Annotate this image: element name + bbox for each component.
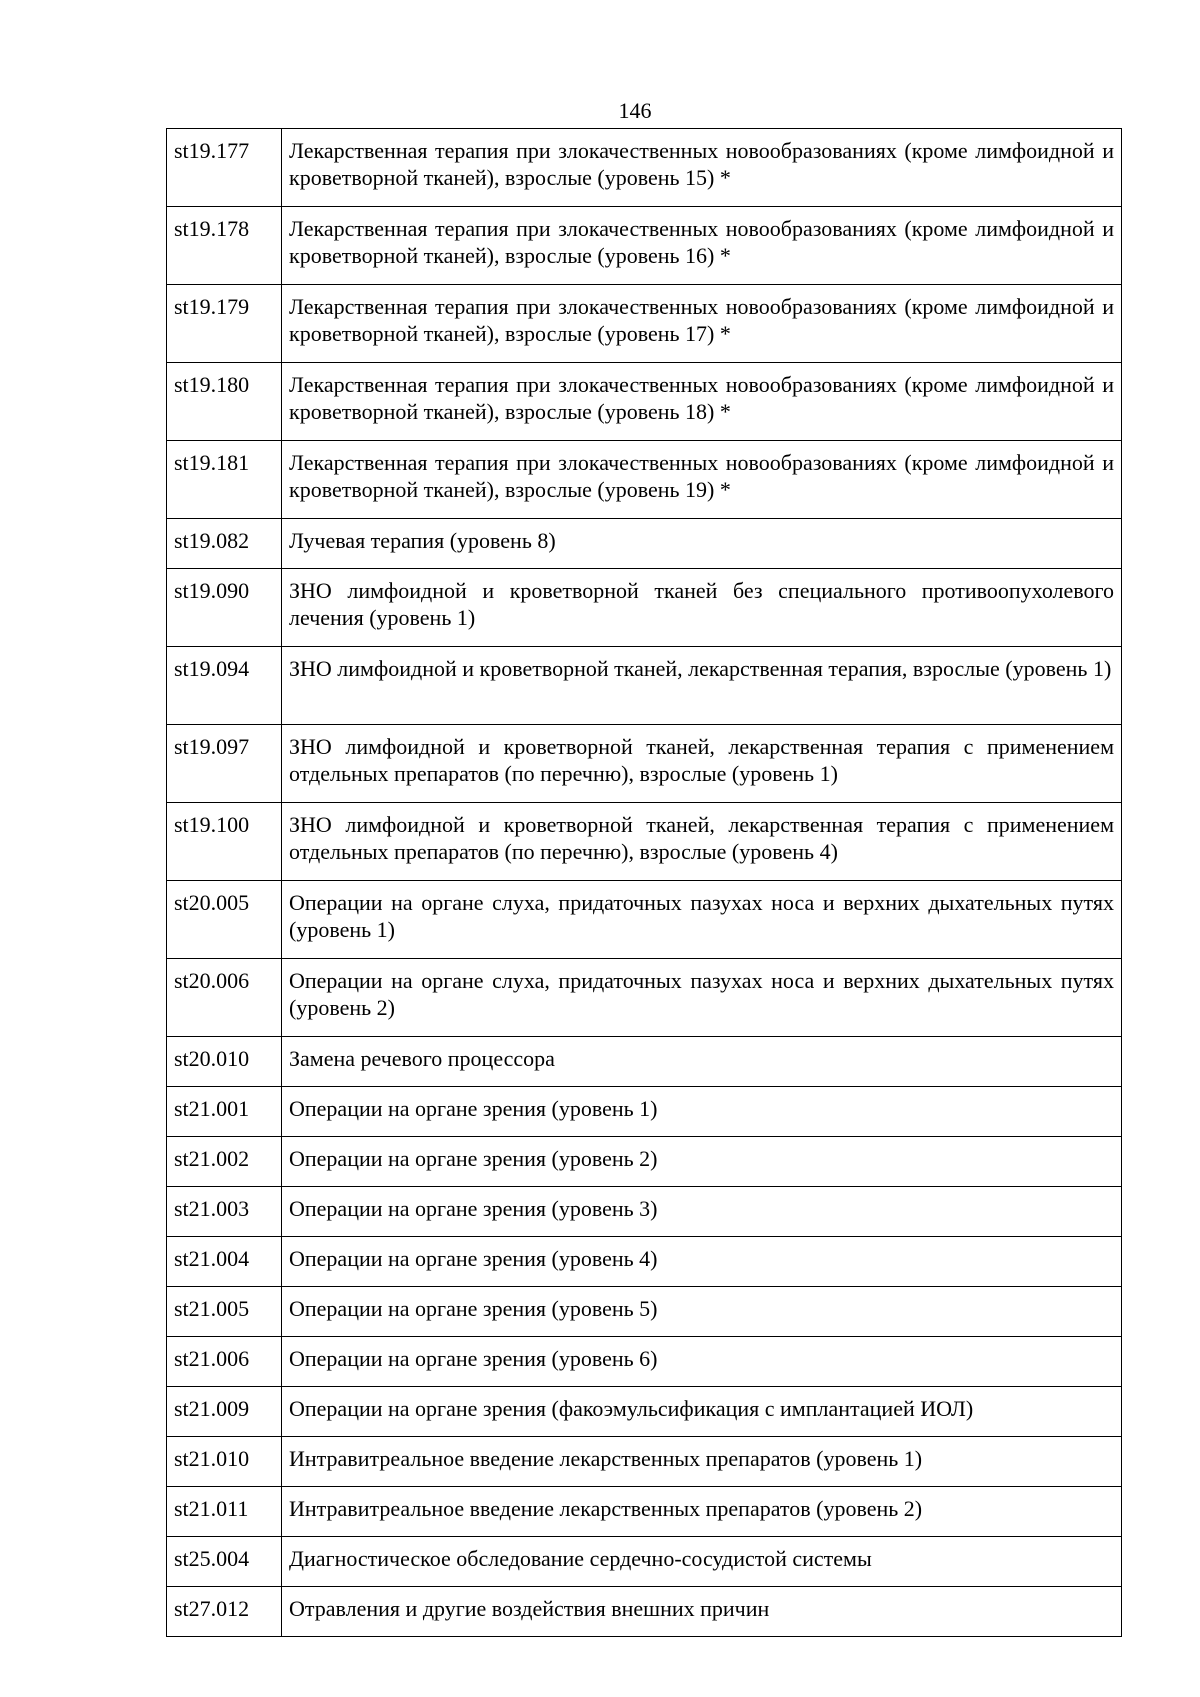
- row-description: Лекарственная терапия при злокачественных новообразованиях (кроме лимфоидной и кроветворной тканей), взрослые (уровень 15) *: [282, 129, 1122, 207]
- table-row: [167, 647, 1122, 725]
- table-row: [167, 725, 1122, 803]
- row-code: st19.179: [167, 285, 282, 363]
- table-row: [167, 1287, 1122, 1337]
- row-description: Лекарственная терапия при злокачественных новообразованиях (кроме лимфоидной и кроветворной тканей), взрослые (уровень 17) *: [282, 285, 1122, 363]
- row-description: ЗНО лимфоидной и кроветворной тканей, лекарственная терапия с применением отдельных препаратов (по перечню), взрослые (уровень 1): [282, 725, 1122, 803]
- row-code: st21.005: [167, 1287, 282, 1337]
- table-row: [167, 1187, 1122, 1237]
- row-description: Операции на органе зрения (уровень 3): [282, 1187, 1122, 1237]
- row-code: st21.001: [167, 1087, 282, 1137]
- table-row: [167, 803, 1122, 881]
- row-description: Интравитреальное введение лекарственных препаратов (уровень 1): [282, 1437, 1122, 1487]
- table-row: [167, 1237, 1122, 1287]
- row-code: st19.082: [167, 519, 282, 569]
- row-code: st21.004: [167, 1237, 282, 1287]
- row-code: st19.177: [167, 129, 282, 207]
- row-code: st19.180: [167, 363, 282, 441]
- row-description: Операции на органе зрения (факоэмульсификация с имплантацией ИОЛ): [282, 1387, 1122, 1437]
- row-description: ЗНО лимфоидной и кроветворной тканей, лекарственная терапия, взрослые (уровень 1): [282, 647, 1122, 725]
- row-code: st19.100: [167, 803, 282, 881]
- table-row: [167, 285, 1122, 363]
- table-row: [167, 1537, 1122, 1587]
- row-code: st19.181: [167, 441, 282, 519]
- row-description: Операции на органе зрения (уровень 6): [282, 1337, 1122, 1387]
- row-description: Замена речевого процессора: [282, 1037, 1122, 1087]
- row-description: Интравитреальное введение лекарственных препаратов (уровень 2): [282, 1487, 1122, 1537]
- table-row: [167, 1487, 1122, 1537]
- row-description: Операции на органе слуха, придаточных пазухах носа и верхних дыхательных путях (уровень 1): [282, 881, 1122, 959]
- ksg-code-table: [166, 128, 1122, 1637]
- table-row: [167, 1137, 1122, 1187]
- table-row: [167, 363, 1122, 441]
- table-row: [167, 959, 1122, 1037]
- table-row: [167, 881, 1122, 959]
- row-description: Операции на органе зрения (уровень 1): [282, 1087, 1122, 1137]
- row-description: Лекарственная терапия при злокачественных новообразованиях (кроме лимфоидной и кроветворной тканей), взрослые (уровень 16) *: [282, 207, 1122, 285]
- row-code: st19.097: [167, 725, 282, 803]
- row-description: ЗНО лимфоидной и кроветворной тканей, лекарственная терапия с применением отдельных препаратов (по перечню), взрослые (уровень 4): [282, 803, 1122, 881]
- row-code: st21.010: [167, 1437, 282, 1487]
- table-row: [167, 1037, 1122, 1087]
- table-row: [167, 1337, 1122, 1387]
- row-code: st25.004: [167, 1537, 282, 1587]
- row-code: st21.011: [167, 1487, 282, 1537]
- row-code: st27.012: [167, 1587, 282, 1637]
- table-row: [167, 207, 1122, 285]
- table-row: [167, 519, 1122, 569]
- table-row: [167, 441, 1122, 519]
- row-code: st20.006: [167, 959, 282, 1037]
- table-row: [167, 1587, 1122, 1637]
- row-description: Операции на органе слуха, придаточных пазухах носа и верхних дыхательных путях (уровень 2): [282, 959, 1122, 1037]
- row-description: ЗНО лимфоидной и кроветворной тканей без специального противоопухолевого лечения (уровень 1): [282, 569, 1122, 647]
- row-description: Операции на органе зрения (уровень 2): [282, 1137, 1122, 1187]
- row-description: Лекарственная терапия при злокачественных новообразованиях (кроме лимфоидной и кроветворной тканей), взрослые (уровень 18) *: [282, 363, 1122, 441]
- row-description: Лучевая терапия (уровень 8): [282, 519, 1122, 569]
- row-code: st20.005: [167, 881, 282, 959]
- row-description: Операции на органе зрения (уровень 5): [282, 1287, 1122, 1337]
- row-description: Отравления и другие воздействия внешних причин: [282, 1587, 1122, 1637]
- row-code: st20.010: [167, 1037, 282, 1087]
- table-row: [167, 1087, 1122, 1137]
- row-code: st21.009: [167, 1387, 282, 1437]
- table-row: [167, 129, 1122, 207]
- row-description: Операции на органе зрения (уровень 4): [282, 1237, 1122, 1287]
- row-code: st21.006: [167, 1337, 282, 1387]
- row-code: st19.178: [167, 207, 282, 285]
- row-description: Диагностическое обследование сердечно-сосудистой системы: [282, 1537, 1122, 1587]
- table-row: [167, 1437, 1122, 1487]
- table-row: [167, 569, 1122, 647]
- row-description: Лекарственная терапия при злокачественных новообразованиях (кроме лимфоидной и кроветворной тканей), взрослые (уровень 19) *: [282, 441, 1122, 519]
- page-number: 146: [618, 98, 652, 123]
- row-code: st19.094: [167, 647, 282, 725]
- row-code: st21.003: [167, 1187, 282, 1237]
- table-row: [167, 1387, 1122, 1437]
- row-code: st21.002: [167, 1137, 282, 1187]
- row-code: st19.090: [167, 569, 282, 647]
